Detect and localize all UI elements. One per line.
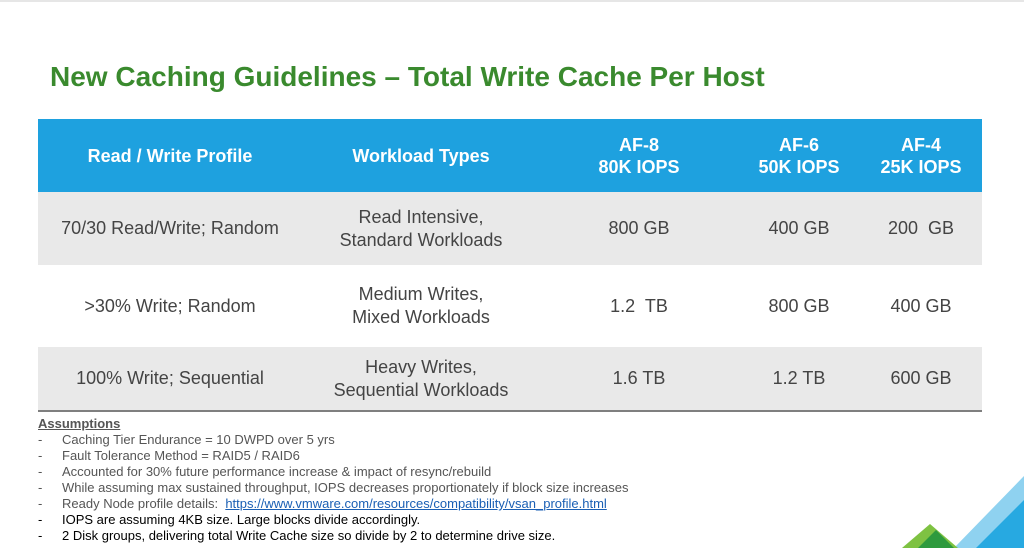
table-row: [38, 265, 982, 347]
cell-af8: 1.6 TB: [540, 347, 738, 411]
cell-af6: 1.2 TB: [738, 347, 860, 411]
cell-profile: 70/30 Read/Write; Random: [38, 192, 302, 265]
header-workload: Workload Types: [302, 119, 540, 192]
table-header-row: [38, 119, 982, 192]
write-cache-table: [38, 119, 982, 412]
slide-title: New Caching Guidelines – Total Write Cache Per Host: [50, 61, 765, 92]
list-item: - Accounted for 30% future performance increase & impact of resync/rebuild: [38, 464, 492, 479]
vsan-profile-link[interactable]: https://www.vmware.com/resources/compatibility/vsan_profile.html: [225, 496, 607, 511]
cell-profile: >30% Write; Random: [38, 265, 302, 347]
header-af6: AF-6 50K IOPS: [738, 119, 860, 192]
top-rule: [0, 0, 1024, 2]
header-profile: Read / Write Profile: [38, 119, 302, 192]
list-item: - Caching Tier Endurance = 10 DWPD over 5 yrs: [38, 432, 335, 447]
list-item: - IOPS are assuming 4KB size. Large blocks divide accordingly.: [38, 512, 421, 527]
assumptions-section: [38, 416, 938, 544]
cell-af6: 400 GB: [738, 192, 860, 265]
assumptions-list: [38, 432, 938, 544]
list-item: - Ready Node profile details: https://www.vmware.com/resources/compatibility/vsan_profile.html: [38, 496, 607, 511]
cell-workload: Heavy Writes, Sequential Workloads: [302, 347, 540, 411]
cell-af4: 200 GB: [860, 192, 982, 265]
cell-profile: 100% Write; Sequential: [38, 347, 302, 411]
cell-af4: 600 GB: [860, 347, 982, 411]
cell-workload: Medium Writes, Mixed Workloads: [302, 265, 540, 347]
table-row: [38, 192, 982, 265]
cell-af8: 1.2 TB: [540, 265, 738, 347]
table-row: [38, 347, 982, 411]
list-item: - While assuming max sustained throughput, IOPS decreases proportionately if block size increases: [38, 480, 629, 495]
corner-triangle-blue: [976, 500, 1024, 548]
cell-af8: 800 GB: [540, 192, 738, 265]
list-item: - 2 Disk groups, delivering total Write Cache size so divide by 2 to determine drive size.: [38, 528, 556, 543]
cell-af6: 800 GB: [738, 265, 860, 347]
header-af4: AF-4 25K IOPS: [860, 119, 982, 192]
corner-triangle-light-blue: [954, 476, 1024, 548]
cell-af4: 400 GB: [860, 265, 982, 347]
list-item: - Fault Tolerance Method = RAID5 / RAID6: [38, 448, 300, 463]
header-af8: AF-8 80K IOPS: [540, 119, 738, 192]
cell-workload: Read Intensive, Standard Workloads: [302, 192, 540, 265]
assumptions-heading: Assumptions: [38, 416, 121, 431]
